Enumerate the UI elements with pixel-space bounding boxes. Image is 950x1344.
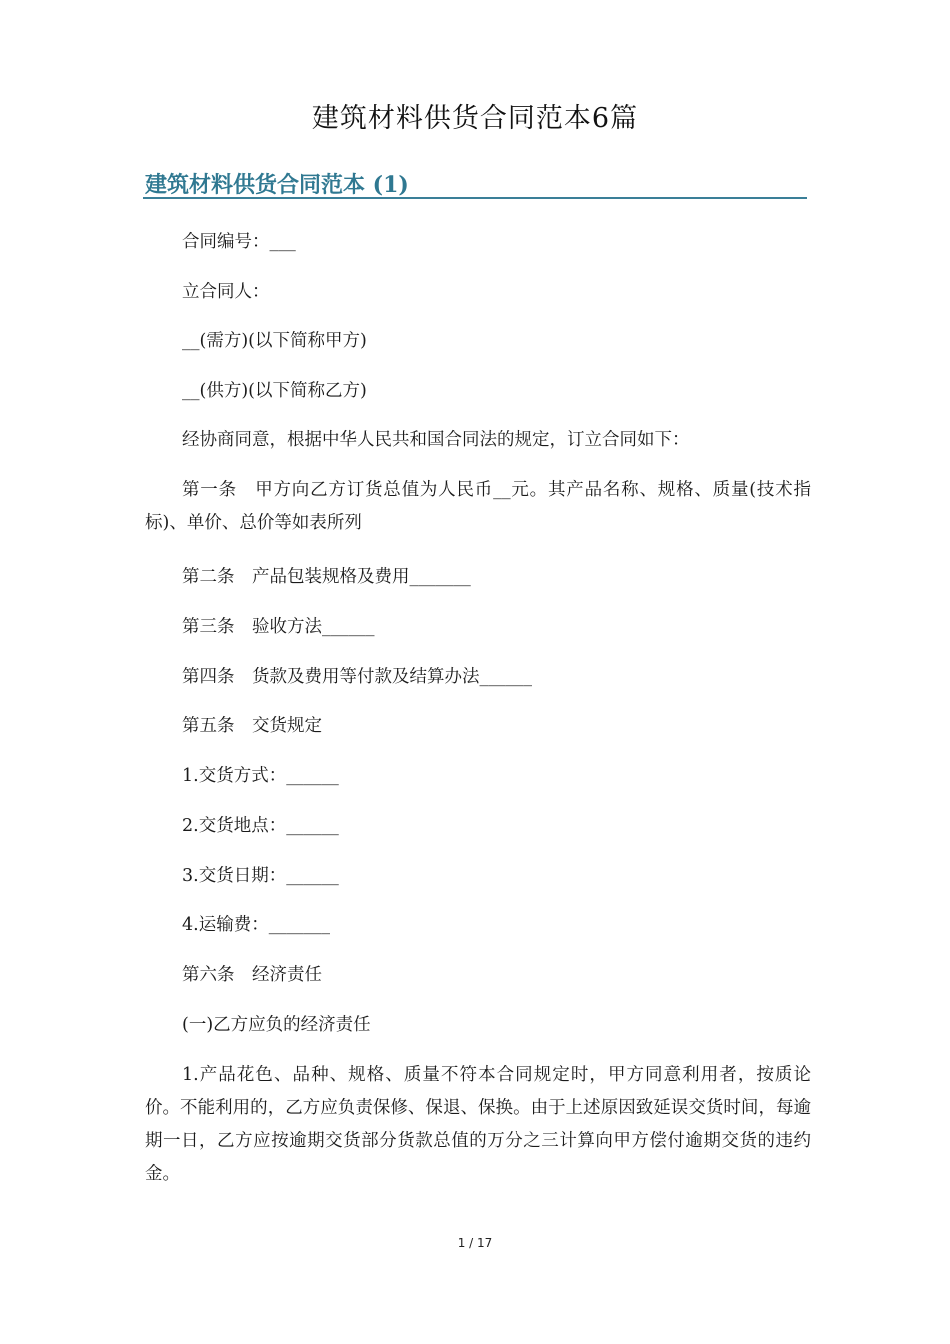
paragraph-party-b-liability: (一)乙方应负的经济责任	[182, 1015, 371, 1035]
paragraph-article-6: 第六条 经济责任	[182, 965, 322, 985]
paragraph-parties: 立合同人：	[182, 282, 270, 302]
paragraph-article-2: 第二条 产品包装规格及费用_______	[182, 567, 471, 587]
section-underline	[143, 197, 807, 199]
paragraph-party-a: __(需方)(以下简称甲方)	[182, 331, 367, 351]
paragraph-delivery-place: 2.交货地点：______	[182, 816, 339, 836]
paragraph-preamble: 经协商同意，根据中华人民共和国合同法的规定，订立合同如下：	[182, 430, 690, 450]
paragraph-party-b: __(供方)(以下简称乙方)	[182, 381, 367, 401]
paragraph-freight: 4.运输费：_______	[182, 915, 330, 935]
paragraph-article-5: 第五条 交货规定	[182, 716, 322, 736]
page-number: 1 / 17	[457, 1236, 493, 1250]
paragraph-delivery-method: 1.交货方式：______	[182, 766, 339, 786]
section-heading: 建筑材料供货合同范本 (1)	[145, 172, 409, 198]
paragraph-article-3: 第三条 验收方法______	[182, 617, 375, 637]
paragraph-article-1: 第一条 甲方向乙方订货总值为人民币__元。其产品名称、规格、质量(技术指标)、单价、总价等如表所列	[145, 480, 811, 533]
paragraph-contract-number: 合同编号：___	[182, 232, 296, 252]
paragraph-liability-item-1: 1.产品花色、品种、规格、质量不符本合同规定时，甲方同意利用者，按质论价。不能利用的，乙方应负责保修、保退、保换。由于上述原因致延误交货时间，每逾期一日，乙方应按逾期交货部分货款总值的万分之三计算向甲方偿付逾期交货的违约金。	[145, 1065, 811, 1184]
paragraph-article-4: 第四条 货款及费用等付款及结算办法______	[182, 667, 532, 687]
paragraph-delivery-date: 3.交货日期：______	[182, 866, 339, 886]
document-title: 建筑材料供货合同范本6篇	[311, 103, 639, 134]
